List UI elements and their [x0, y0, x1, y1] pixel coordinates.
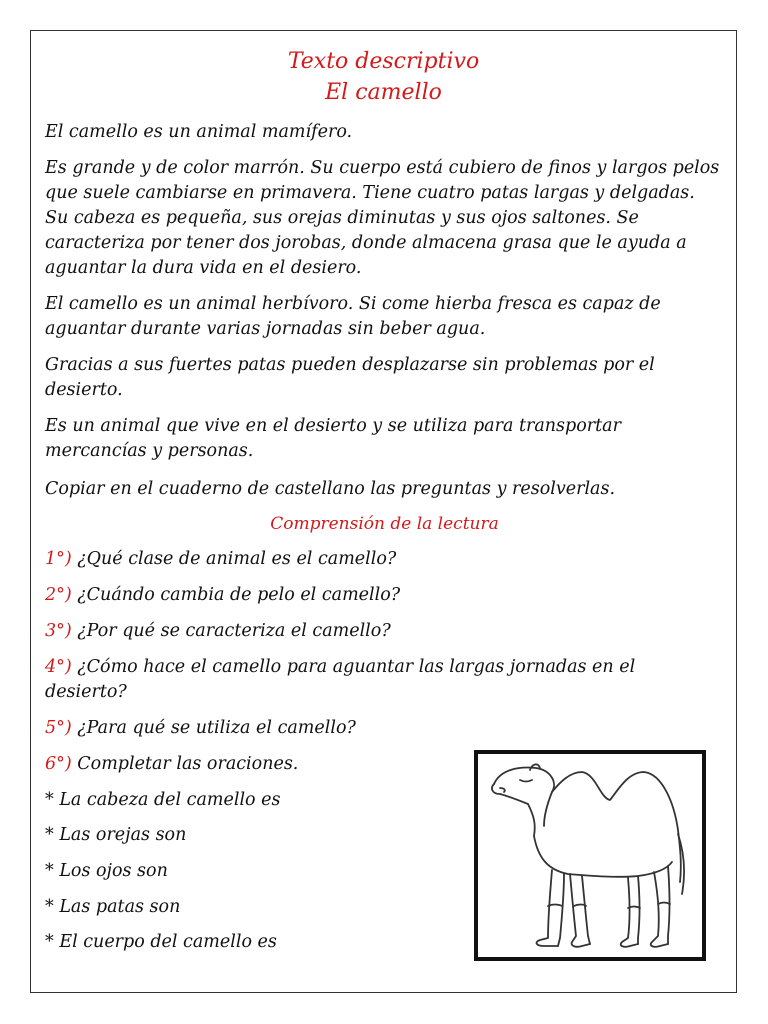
question-item — [45, 583, 722, 608]
paragraph: El camello es un animal mamífero. — [45, 122, 353, 142]
question-text: ¿Para qué se utiliza el camello? — [71, 718, 356, 738]
paragraph: El camello es un animal herbívoro. Si come hierba fresca es capaz de aguantar durante varias jornadas sin beber agua. — [45, 294, 661, 339]
sentence-item: * Las patas son — [45, 897, 181, 917]
question-number: 6°) — [45, 754, 72, 774]
question-item — [45, 655, 722, 705]
question-number: 5°) — [45, 718, 72, 738]
question-text: ¿Por qué se caracteriza el camello? — [71, 621, 391, 641]
question-number: 2°) — [45, 585, 72, 605]
document-title: Texto descriptivo — [287, 49, 480, 74]
question-item — [45, 619, 722, 644]
question-item — [45, 547, 722, 572]
question-text: ¿Cómo hace el camello para aguantar las largas jornadas en el desierto? — [45, 657, 636, 702]
document-subtitle: El camello — [325, 80, 442, 105]
question-item — [45, 716, 722, 741]
question-text: ¿Cuándo cambia de pelo el camello? — [71, 585, 401, 605]
sentence-item: * Las orejas son — [45, 825, 187, 845]
paragraph: Copiar en el cuaderno de castellano las preguntas y resolverlas. — [45, 479, 616, 499]
camel-illustration — [474, 750, 706, 961]
camel-drawing — [478, 754, 702, 957]
sentence-item: * Los ojos son — [45, 861, 168, 881]
question-number: 3°) — [45, 621, 72, 641]
question-number: 4°) — [45, 657, 72, 677]
question-text: ¿Qué clase de animal es el camello? — [71, 549, 397, 569]
comprehension-heading: Comprensión de la lectura — [270, 514, 499, 534]
sentence-item: * La cabeza del camello es — [45, 790, 281, 810]
worksheet-page — [30, 30, 737, 993]
question-text: Completar las oraciones. — [71, 754, 299, 774]
paragraph: Es un animal que vive en el desierto y se utiliza para transportar mercancías y personas. — [45, 416, 621, 461]
question-number: 1°) — [45, 549, 72, 569]
paragraph: Gracias a sus fuertes patas pueden desplazarse sin problemas por el desierto. — [45, 355, 655, 400]
sentence-item: * El cuerpo del camello es — [45, 932, 277, 952]
paragraph: Es grande y de color marrón. Su cuerpo está cubiero de finos y largos pelos que suele cambiarse en primavera. Tiene cuatro patas largas y delgadas. Su cabeza es pequeña, sus orejas diminutas y sus ojos saltones. Se caracteriza por tener dos jorobas, donde almacena grasa que le ayuda a aguantar la dura vida en el desiero. — [45, 158, 720, 278]
